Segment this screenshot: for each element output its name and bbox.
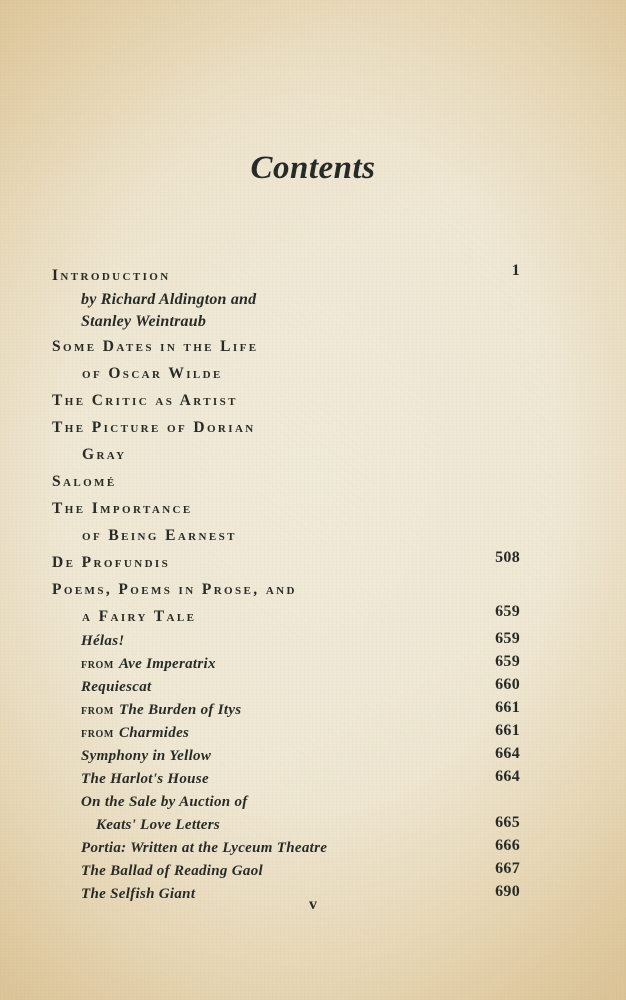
toc-entry[interactable] [52, 414, 520, 468]
toc-poem-page-number: 690 [495, 883, 520, 900]
toc-poem-title: The Harlot's House [81, 771, 209, 787]
toc-poem-page-number: 659 [495, 653, 520, 670]
toc-poem-from-label: from [81, 702, 114, 718]
toc-entry[interactable] [52, 387, 520, 414]
toc-entry-title: of Being Earnest [82, 527, 237, 544]
toc-poem-page-number: 667 [495, 860, 520, 877]
toc-poem-title: Requiescat [81, 679, 152, 695]
toc-entry-title: Some Dates in the Life [52, 338, 259, 355]
toc-poem-from-label: from [81, 656, 114, 672]
toc-poem-page-number: 660 [495, 676, 520, 693]
toc-entry-page-number: 1 [511, 262, 520, 279]
toc-entry-page-number: 659 [495, 603, 520, 620]
page-folio-number: v [309, 896, 317, 913]
toc-entry-title: Gray [82, 446, 127, 463]
toc-entry[interactable] [52, 262, 520, 333]
toc-entry-title: The Importance [52, 500, 193, 517]
toc-entry-title: De Profundis [52, 554, 171, 571]
toc-entry[interactable] [52, 549, 520, 576]
toc-entry-author: Stanley Weintraub [81, 313, 207, 330]
toc-poem-page-number: 665 [495, 814, 520, 831]
toc-poem-title: The Ballad of Reading Gaol [81, 863, 263, 879]
toc-entry[interactable] [52, 333, 520, 387]
toc-entry-title: The Picture of Dorian [52, 419, 256, 436]
toc-entry-title: The Critic as Artist [52, 392, 238, 409]
toc-poem-title-continuation: Keats' Love Letters [96, 817, 221, 833]
toc-entry-title: Introduction [52, 267, 171, 284]
toc-entry-author: by Richard Aldington and [81, 291, 257, 308]
toc-poem-page-number: 664 [495, 768, 520, 785]
toc-poem-title: from The Burden of Itys [81, 702, 242, 718]
toc-poem-page-number: 661 [495, 722, 520, 739]
toc-entry-title: Salomé [52, 473, 117, 490]
page-title: Contents [250, 150, 376, 186]
toc-poem-page-number: 666 [495, 837, 520, 854]
toc-poem-title: Portia: Written at the Lyceum Theatre [81, 840, 328, 856]
toc-entry[interactable] [52, 468, 520, 495]
toc-poem-page-number: 659 [495, 630, 520, 647]
toc-poem-from-label: from [81, 725, 114, 741]
toc-entry[interactable] [52, 576, 520, 630]
toc-poem-title: from Ave Imperatrix [81, 656, 216, 672]
toc-entry-page-number: 508 [495, 549, 520, 566]
toc-entry-title: a Fairy Tale [82, 608, 197, 625]
toc-poem-title: Hélas! [81, 633, 125, 649]
toc-entry-title: of Oscar Wilde [82, 365, 223, 382]
toc-poem-title: The Selfish Giant [81, 886, 196, 902]
toc-poem-title: Symphony in Yellow [81, 748, 212, 764]
toc-poem-page-number: 661 [495, 699, 520, 716]
table-of-contents [52, 262, 520, 906]
toc-poem-page-number: 664 [495, 745, 520, 762]
toc-poem-title: On the Sale by Auction of [81, 794, 248, 810]
toc-entry[interactable] [52, 495, 520, 549]
toc-entry-title: Poems, Poems in Prose, and [52, 581, 297, 598]
toc-poem-title: from Charmides [81, 725, 190, 741]
